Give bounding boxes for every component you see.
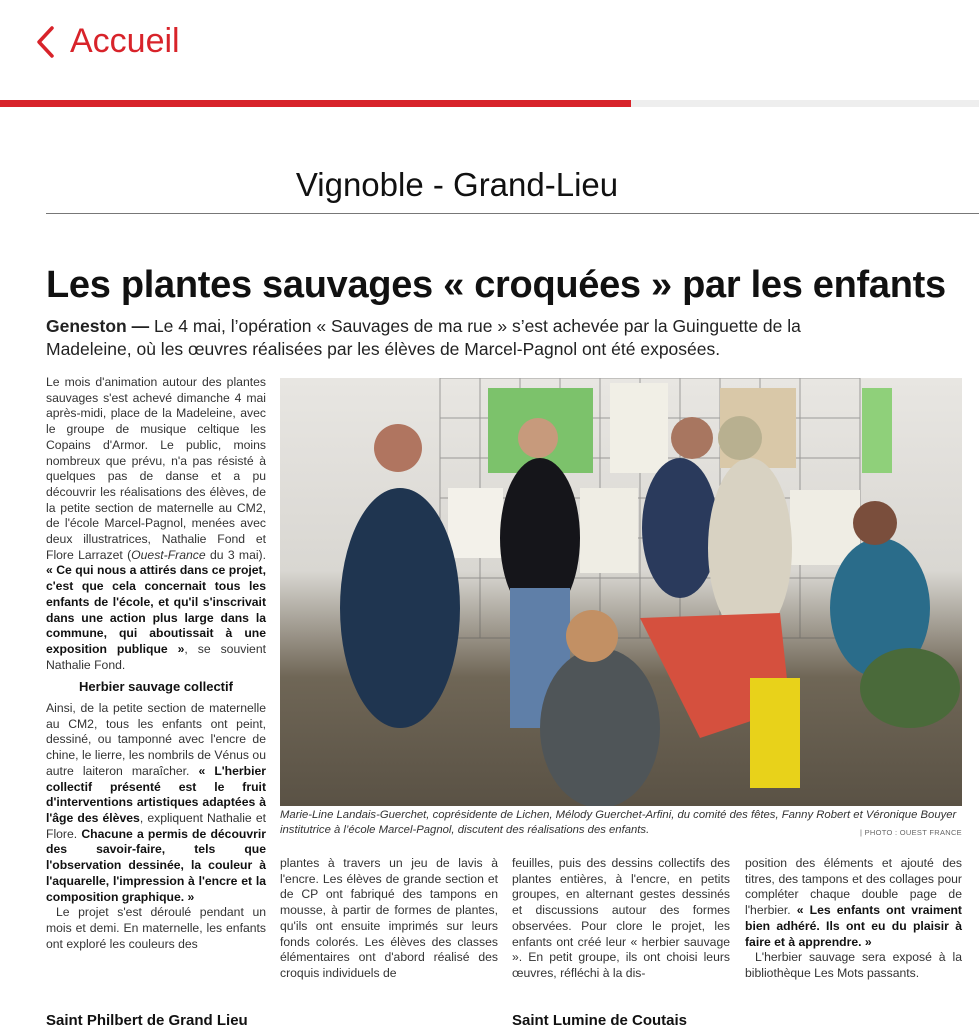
paragraph [46,905,266,952]
column-1 [46,375,266,952]
body-text: Ouest-France [131,547,206,562]
next-article-title[interactable]: Saint Philbert de Grand Lieu [46,1012,248,1029]
back-label: Accueil [70,22,180,60]
column-4 [745,856,962,982]
body-text: Le mois d'animation autour des plantes sauvages s'est achevé dimanche 4 mai après-midi, place de la Madeleine, avec le groupe de musique celtique les Copains d'Armor. Le public, moins nombreux que prévu, n'a pas résisté à quelques pas de danse et a pu découvrir les réalisations des élèves, de la petite section de maternelle au CM2, de l'école Marcel-Pagnol, menées avec deux illustratrices, Nathalie Fond et Flore Larrazet ( [46,375,266,562]
paragraph [745,950,962,981]
paragraph [745,856,962,950]
paragraph [512,856,730,982]
quote-text: « L'herbier collectif présenté est le fruit d'interventions artistiques adaptées à l'âge des élèves [46,763,266,825]
article-headline: Les plantes sauvages « croquées » par les enfants [46,264,946,306]
dateline: Geneston — [46,316,150,336]
back-button[interactable] [34,22,180,61]
body-text: feuilles, puis des dessins collectifs des plantes entières, à l'encre, en petits groupes, en alternant gestes dessinés et discussions autour des formes observées. Pour clore le projet, les enfants ont créé leur « herbier sauvage ». En petit groupe, ils ont choisi leurs œuvres, réfléchi à la dis- [512,856,730,980]
paragraph [280,856,498,982]
photo-caption: Marie-Line Landais-Guerchet, coprésidente de Lichen, Mélody Guerchet-Arfini, du comité des fêtes, Fanny Robert et Véronique Bouyer institutrice à l’école Marcel-Pagnol, discutent des réalisations des enfants. [280,809,957,836]
top-bar [0,0,979,100]
article-lead [46,315,806,361]
photo-credit: | PHOTO : OUEST FRANCE [859,828,962,837]
section-divider [46,213,979,214]
paragraph [46,701,266,905]
body-text: Le projet s'est déroulé pendant un mois et demi. En maternelle, les enfants ont exploré les couleurs des [46,905,266,951]
quote-text: « Les enfants ont vraiment bien adhéré. Ils ont eu du plaisir à faire et à apprendre. » [745,903,962,949]
column-3 [512,856,730,982]
section-title: Vignoble - Grand-Lieu [295,166,619,203]
article-photo[interactable] [280,378,962,806]
reading-progress-fill [0,100,631,107]
next-article-title[interactable]: Saint Lumine de Coutais [512,1012,688,1029]
quote-text: Chacune a permis de découvrir des savoir-faire, tels que l'observation dessinée, la couleur à l'aquarelle, l'impression à l'encre et la composition graphique. » [46,826,266,904]
subheading: Herbier sauvage collectif [79,679,233,695]
body-text: position des éléments et ajouté des titres, des tampons et des collages pour compléter chaque double page de l'herbier. [745,856,962,918]
chevron-left-icon [34,24,56,60]
lead-text: Le 4 mai, l’opération « Sauvages de ma rue » s’est achevée par la Guinguette de la Madeleine, où les œuvres réalisées par les élèves de Marcel-Pagnol ont été exposées. [46,316,801,359]
body-text: plantes à travers un jeu de lavis à l'encre. Les élèves de grande section et de CP ont fabriqué des tampons en mousse, à partir de formes de plantes, qu'ils ont ensuite imprimés sur leurs fonds colorés. Les élèves des classes élémentaires ont d'abord réalisé des croquis individuels de [280,856,498,980]
body-text: Ainsi, de la petite section de maternelle au CM2, tous les enfants ont peint, dessiné, ou tamponné avec l'encre de chine, le lierre, les nombrils de Vénus ou autre laiteron maraîcher. [46,701,266,778]
body-text: du 3 mai). [205,547,267,562]
photo-illustration [280,378,962,806]
body-text: L'herbier sauvage sera exposé à la bibliothèque Les Mots passants. [745,950,962,980]
quote-text: « Ce qui nous a attirés dans ce projet, c'est que cela concernait tous les enfants de l'école, et qu'il s'inscrivait dans une action plus large dans la commune, qui aboutissait à une exposition publique » [46,563,266,656]
body-text: , expliquent Nathalie et Flore. [46,810,266,841]
column-2 [280,856,498,982]
body-text: , se souvient Nathalie Fond. [46,641,266,672]
paragraph [46,375,266,673]
reading-progress-bar [0,100,979,107]
